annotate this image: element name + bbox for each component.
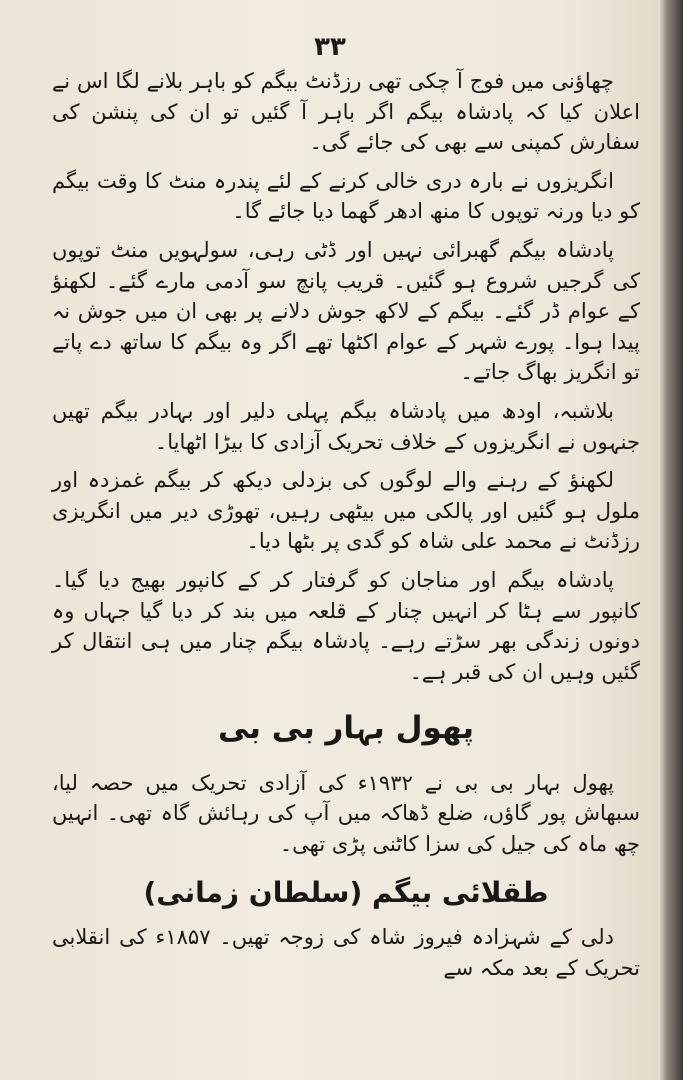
paragraph-palanquin: لکھنؤ کے رہنے والے لوگوں کی بزدلی دیکھ کر بیگم غمزدہ اور ملول ہو گئیں اور پالکی میں بیٹھی رہیں، تھوڑی دیر میں انگریزی رزڈنٹ نے محمد علی شاہ کو گدی پر بٹھا دیا۔: [52, 468, 640, 554]
section-heading-taqlai-begum: طقلائی بیگم (سلطان زمانی): [143, 875, 549, 909]
page-number: ۳۳: [314, 32, 346, 62]
paragraph-taqlai-begum: دلی کے شہزادہ فیروز شاہ کی زوجہ تھیں۔ ۱۸۵۷ء کی انقلابی تحریک کے بعد مکہ سے: [52, 925, 640, 980]
book-spine: [660, 0, 683, 1080]
paragraph-chunar: پادشاہ بیگم اور مناجان کو گرفتار کر کے کانپور بھیج دیا گیا۔ کانپور سے ہٹا کر انہیں چنار کے قلعہ میں بند کر دیا گیا جہاں وہ دونوں زندگی بھر سڑتے رہے۔ پادشاہ بیگم چنار میں ہی انتقال کر گئیں وہیں ان کی قبر ہے۔: [52, 567, 640, 684]
paragraph-phool-bahar: پھول بہار بی بی نے ۱۹۳۲ء کی آزادی تحریک میں حصہ لیا، سبھاش پور گاؤں، ضلع ڈھاکہ میں آپ کی رہائش گاہ تھی۔ انہیں چھ ماہ کی جیل کی سزا کاٹنی پڑی تھی۔: [52, 770, 640, 857]
page-body: [52, 66, 640, 991]
paragraph-cannons: پادشاہ بیگم گھبرائی نہیں اور ڈٹی رہی، سولہویں منٹ توپوں کی گرجیں شروع ہو گئیں۔ قریب پانچ سو آدمی مارے گئے۔ لکھنؤ کے عوام ڈر گئے۔ بیگم کے لاکھ جوش دلانے پر بھی ان میں جوش نہ پیدا ہوا۔ پورے شہر کے عوام اکٹھا تھے اگر وہ بیگم کا ساتھ دے پاتے تو انگریز بھاگ جاتے۔: [52, 237, 640, 385]
paragraph-ultimatum: انگریزوں نے بارہ دری خالی کرنے کے لئے پندرہ منٹ کا وقت بیگم کو دیا ورنہ توپوں کا منھ ادھر گھما دیا جائے گا۔: [52, 168, 640, 224]
section-heading-phool-bahar: پھول بہار بی بی: [217, 710, 475, 747]
paragraph-bravery: بلاشبہ، اودھ میں پادشاہ بیگم پہلی دلیر اور بہادر بیگم تھیں جنہوں نے انگریزوں کے خلاف تحریک آزادی کا بیڑا اٹھایا۔: [52, 398, 640, 454]
paragraph-cantonment: چھاؤنی میں فوج آ چکی تھی رزڈنٹ بیگم کو باہر بلانے لگا اس نے اعلان کیا کہ پادشاہ بیگم اگر باہر آ گئیں تو ان کی پنشن کی سفارش کمپنی سے بھی کی جائے گی۔: [52, 69, 640, 155]
